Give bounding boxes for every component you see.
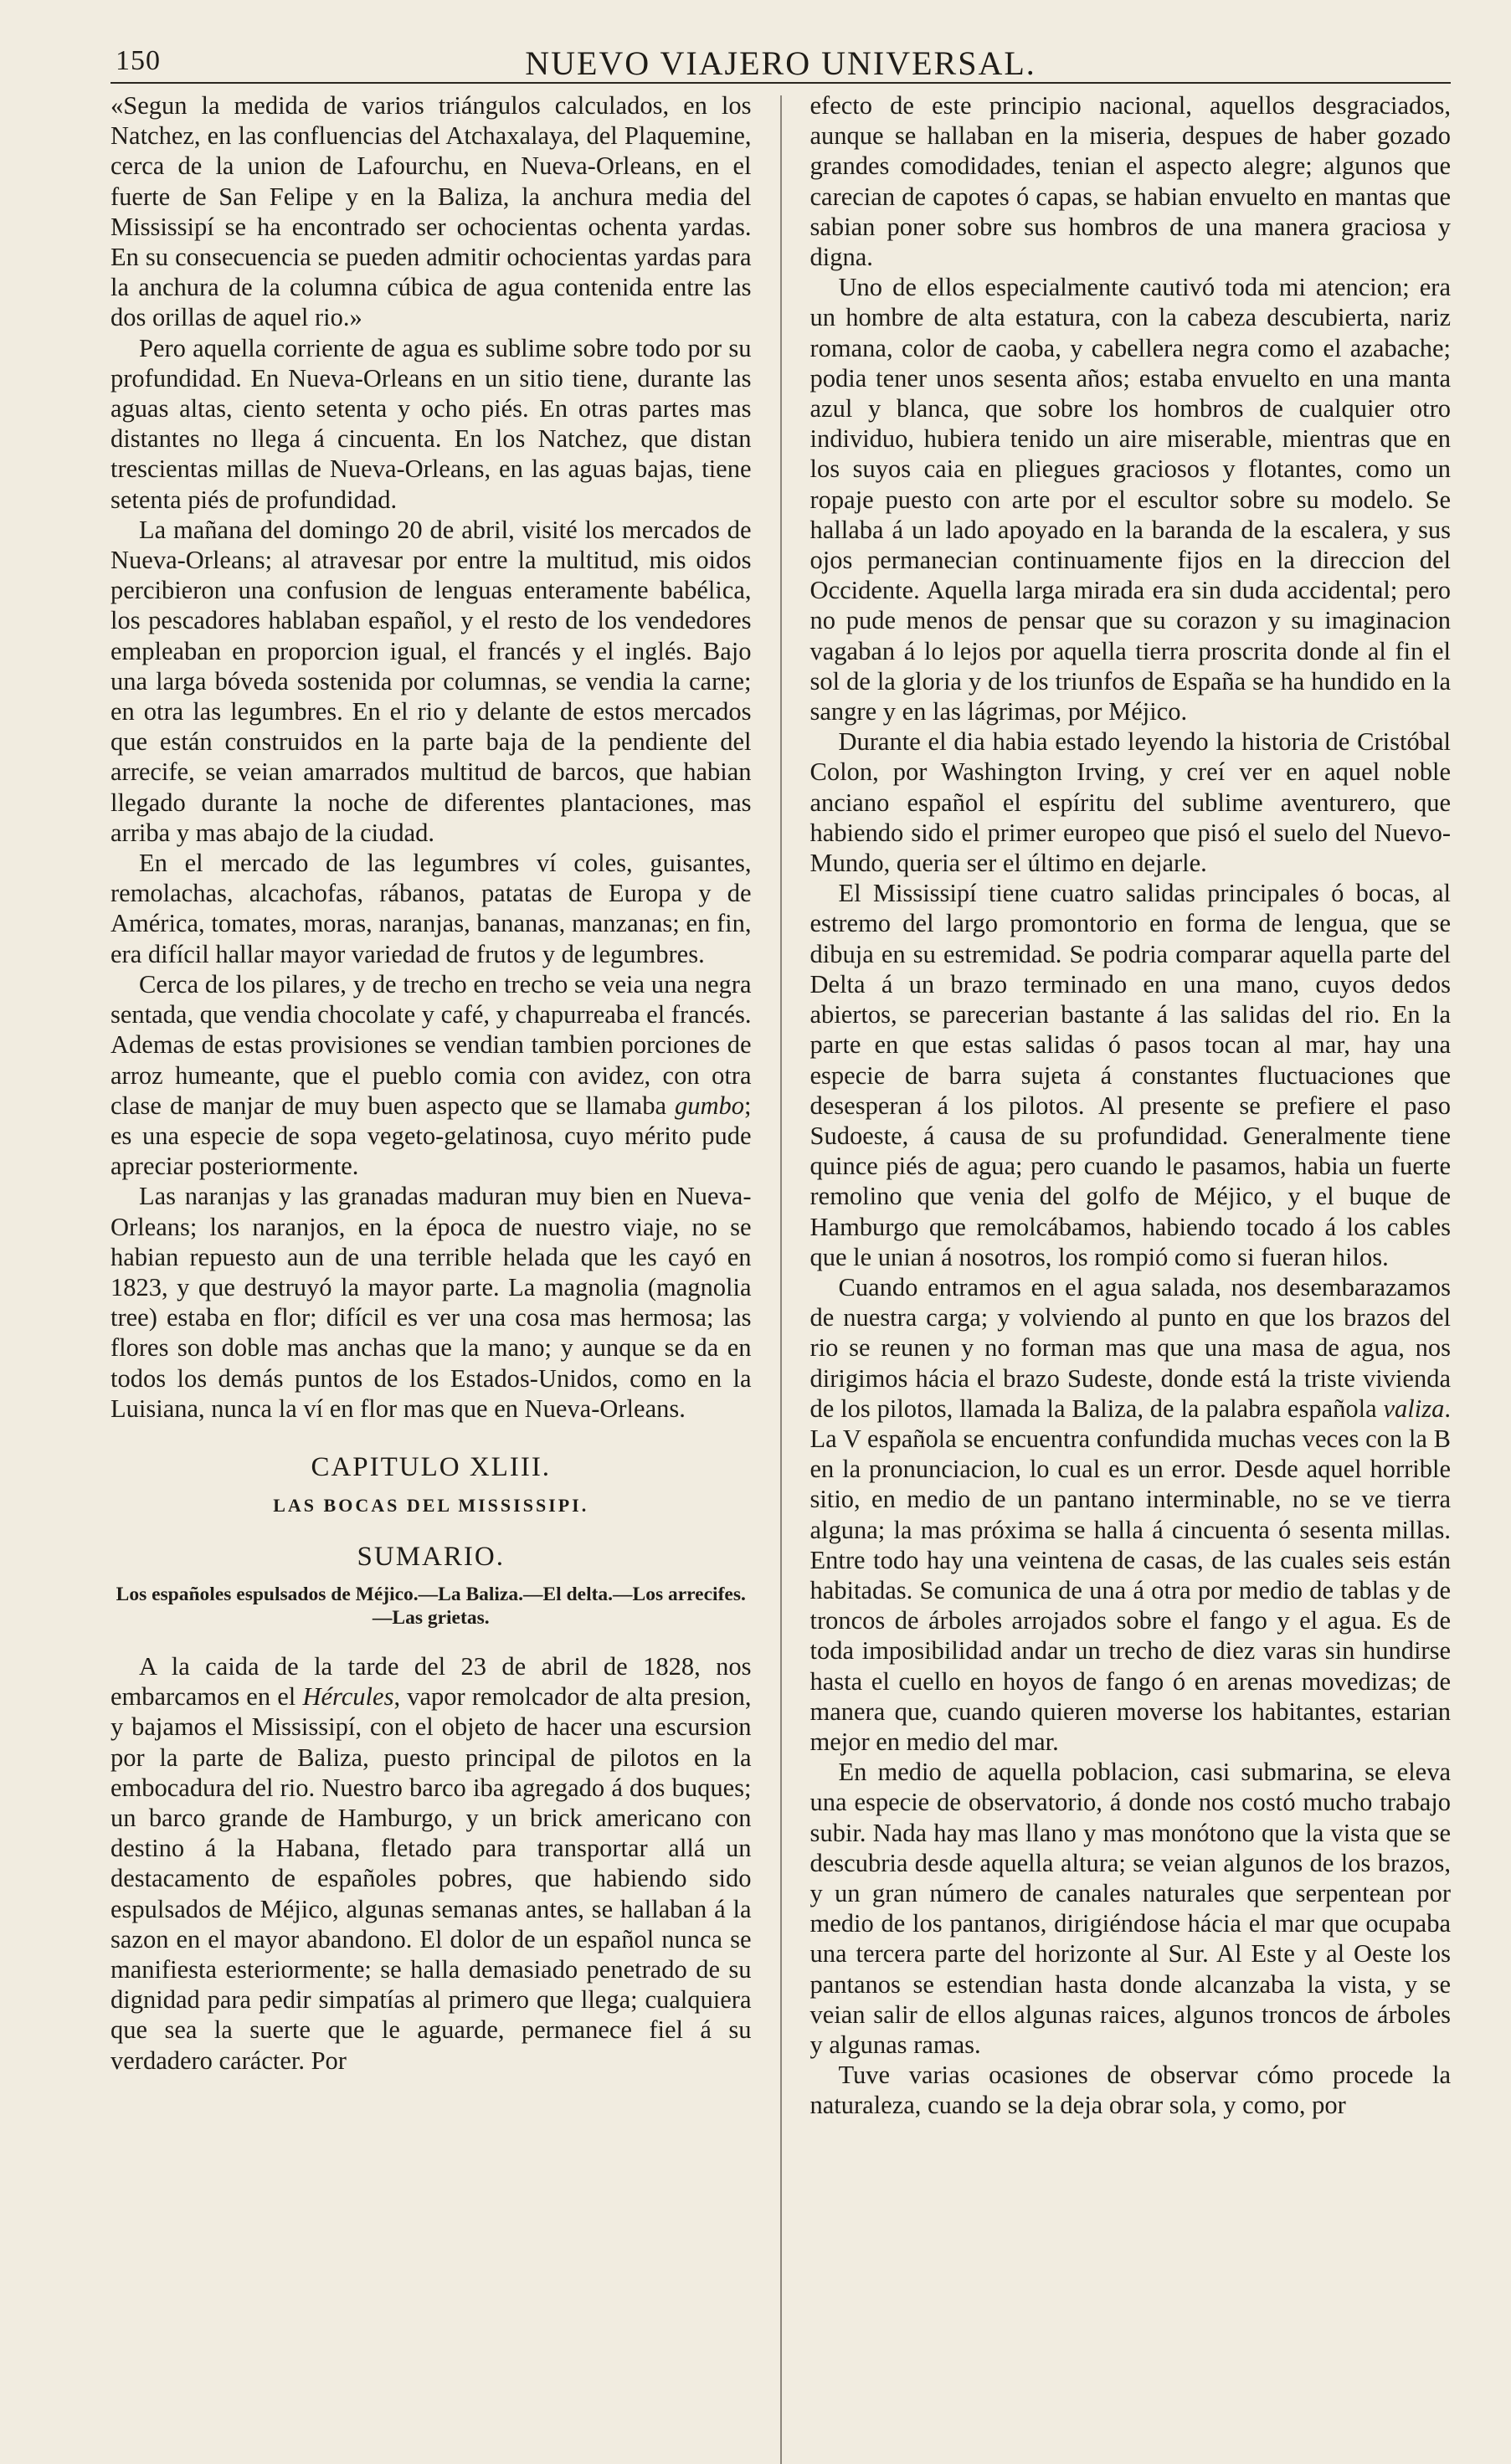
paragraph: En medio de aquella poblacion, casi submarina, se eleva una especie de observatorio, á donde nos costó mucho trabajo subir. Nada hay mas llano y mas monótono que la vista que se descubria desde aquella altura; se veian algunos de los brazos, y un gran número de canales naturales que serpentean por medio de los pantanos, dirigiéndose hácia el mar que ocupaba una tercera parte del horizonte al Sur. Al Este y al Oeste los pantanos se estendian hasta donde alcanzaba la vista, y se veian salir de ellos algunas raices, algunos troncos de árboles y algunas ramas. [809, 1758, 1451, 2059]
chapter-title: CAPITULO XLIII. [311, 1451, 552, 1482]
text-run: Cuando entramos en el agua salada, nos desembarazamos de nuestra carga; y volviendo al punto en que los brazos del rio se reunen y no forman mas que una masa de agua, nos dirigimos hácia el brazo Sudeste, donde está la triste vivienda de los pilotos, llamada la Baliza, de la palabra española [809, 1272, 1451, 1423]
column-divider [780, 95, 782, 2464]
text-run: . La V española se encuentra confundida muchas veces con la B en la pronunciacion, lo cual es un error. Desde aquel horrible sitio, en medio de un pantano interminable, no se ve tierra alguna; la mas próxima se halla á cincuenta ó sesenta millas. Entre todo hay una veintena de casas, de las cuales seis están habitadas. Se comunica de una á otra por medio de tablas y de troncos de árboles arrojados sobre el fango y el agua. Es de toda imposibilidad andar un trecho de diez varas sin hundirse hasta el cuello en hoyos de fango ó en arenas movedizas; de manera que, cuando quieren moverse los habitantes, estarian mejor en medio del mar. [809, 1394, 1451, 1756]
paragraph: Tuve varias ocasiones de observar cómo procede la naturaleza, cuando se la deja obrar sola, y como, por [809, 2061, 1451, 2120]
paragraph: En el mercado de las legumbres ví coles, guisantes, remolachas, alcachofas, rábanos, patatas de Europa y de América, tomates, moras, naranjas, bananas, manzanas; en fin, era difícil hallar mayor variedad de frutos y de legumbres. [110, 849, 752, 968]
italic-term: gumbo [674, 1091, 745, 1120]
right-column [810, 90, 1452, 2464]
page-number: 150 [116, 45, 161, 76]
text-run: Cerca de los pilares, y de trecho en trecho se veia una negra sentada, que vendia chocolate y café, y chapurreaba el francés. Ademas de estas provisiones se vendian tambien porciones de arroz humeante, que el pueblo comia con avidez, con otra clase de manjar de muy buen aspecto que se llamaba [110, 969, 752, 1120]
paragraph: Uno de ellos especialmente cautivó toda mi atencion; era un hombre de alta estatura, con la cabeza descubierta, nariz romana, color de caoba, y cabellera negra como el azabache; podia tener unos sesenta años; estaba envuelto en una manta azul y blanca, que sobre los hombros de cualquier otro individuo, hubiera tenido un aire miserable, mientras que en los suyos caia en pliegues graciosos y flotantes, como un ropaje puesto con arte por el escultor sobre su modelo. Se hallaba á un lado apoyado en la baranda de la escalera, y sus ojos permanecian continuamente fijos en la direccion del Occidente. Aquella larga mirada era sin duda accidental; pero no pude menos de pensar que su corazon y su imaginacion vagaban á lo lejos por aquella tierra proscrita donde al fin el sol de la gloria y de los triunfos de España se ha hundido en la sangre y en las lágrimas, por Méjico. [809, 273, 1451, 726]
paragraph [110, 1651, 752, 2076]
running-title: NUEVO VIAJERO UNIVERSAL. [525, 44, 1036, 82]
text-run: ; es una especie de sopa vegeto-gelatinosa, cuyo mérito pude apreciar posteriormente. [110, 1091, 752, 1181]
italic-term: valiza [1383, 1394, 1445, 1423]
summary-text: Los españoles espulsados de Méjico.—La Baliza.—El delta.—Los arrecifes.—Las grietas. [116, 1583, 746, 1629]
text-columns [110, 90, 1451, 2464]
left-column [110, 90, 752, 2464]
paragraph: «Segun la medida de varios triángulos calculados, en los Natchez, en las confluencias del Atchaxalaya, del Plaquemine, cerca de la union de Lafourchu, en Nueva-Orleans, en el fuerte de San Felipe y en la Baliza, la anchura media del Mississipí se ha encontrado ser ochocientas ochenta yardas. En su consecuencia se pueden admitir ochocientas yardas para la anchura de la columna cúbica de agua contenida entre las dos orillas de aquel rio.» [110, 91, 752, 332]
page-header [110, 42, 1451, 84]
paragraph: Pero aquella corriente de agua es sublime sobre todo por su profundidad. En Nueva-Orleans en un sitio tiene, durante las aguas altas, ciento setenta y ocho piés. En otras partes mas distantes no llega á cincuenta. En los Natchez, que distan trescientas millas de Nueva-Orleans, en las aguas bajas, tiene setenta piés de profundidad. [110, 333, 752, 514]
paragraph [810, 1272, 1452, 1757]
paragraph [110, 969, 752, 1181]
italic-term: Hércules [302, 1682, 394, 1712]
paragraph: El Mississipí tiene cuatro salidas principales ó bocas, al estremo del largo promontorio en forma de lengua, que se dibuja en su estremidad. Se podria comparar aquella parte del Delta á un brazo terminado en una mano, cuyos dedos abiertos, se parecerian bastante á las salidas del rio. En la parte en que estas salidas ó pasos tocan al mar, hay una especie de barra sujeta á constantes fluctuaciones que desesperan á los pilotos. Al presente se prefiere el paso Sudoeste, á causa de su profundidad. Generalmente tiene quince piés de agua; pero cuando le pasamos, habia un fuerte remolino que venia del golfo de Méjico, y el buque de Hamburgo que remolcábamos, habiendo tocado á los cables que le unian á nosotros, los rompió como si fueran hilos. [809, 879, 1451, 1271]
text-run: A la caida de la tarde del 23 de abril de 1828, nos embarcamos en el [110, 1651, 752, 1712]
text-run: , vapor remolcador de alta presion, y bajamos el Mississipí, con el objeto de hacer una escursion por la parte de Baliza, puesto principal de pilotos en la embocadura del rio. Nuestro barco iba agregado á dos buques; un barco grande de Hamburgo, y un brick americano con destino á la Habana, fletado para transportar allá un destacamento de españoles pobres, que habiendo sido espulsados de Méjico, algunas semanas antes, se hallaban á la sazon en el mayor abandono. El dolor de un español nunca se manifiesta esteriormente; se halla demasiado penetrado de su dignidad para pedir simpatías al primero que llega; cualquiera que sea la suerte que le aguarde, permanece fiel á su verdadero carácter. Por [110, 1682, 752, 2075]
paragraph: efecto de este principio nacional, aquellos desgraciados, aunque se hallaban en la miseria, despues de haber gozado grandes comodidades, tenian el aspecto alegre; algunos que carecian de capotes ó capas, se habian envuelto en mantas que sabian poner sobre sus hombros de una manera graciosa y digna. [809, 91, 1451, 272]
chapter-subtitle: LAS BOCAS DEL MISSISSIPI. [273, 1494, 589, 1516]
paragraph: Durante el dia habia estado leyendo la historia de Cristóbal Colon, por Washington Irving, y creí ver en aquel noble anciano español el espíritu del sublime aventurero, que habiendo sido el primer europeo que pisó el suelo del Nuevo-Mundo, queria ser el último en dejarle. [809, 727, 1451, 878]
paragraph: Las naranjas y las granadas maduran muy bien en Nueva-Orleans; los naranjos, en la época de nuestro viaje, no se habian repuesto aun de una terrible helada que les cayó en 1823, y que destruyó la mayor parte. La magnolia (magnolia tree) estaba en flor; difícil es ver una cosa mas hermosa; las flores son doble mas anchas que la mano; y aunque se da en todos los demás puntos de los Estados-Unidos, como en la Luisiana, nunca la ví en flor mas que en Nueva-Orleans. [110, 1182, 752, 1423]
paragraph: La mañana del domingo 20 de abril, visité los mercados de Nueva-Orleans; al atravesar por entre la multitud, mis oidos percibieron una confusion de lenguas enteramente babélica, los pescadores hablaban español, y el resto de los vendedores empleaban en proporcion igual, el francés y el inglés. Bajo una larga bóveda sostenida por columnas, se vendia la carne; en otra las legumbres. En el rio y delante de estos mercados que están construidos en la parte baja de la pendiente del arrecife, se veian amarrados multitud de barcos, que habian llegado durante la noche de diferentes plantaciones, mas arriba y mas abajo de la ciudad. [110, 515, 752, 847]
summary-heading: SUMARIO. [357, 1541, 505, 1572]
